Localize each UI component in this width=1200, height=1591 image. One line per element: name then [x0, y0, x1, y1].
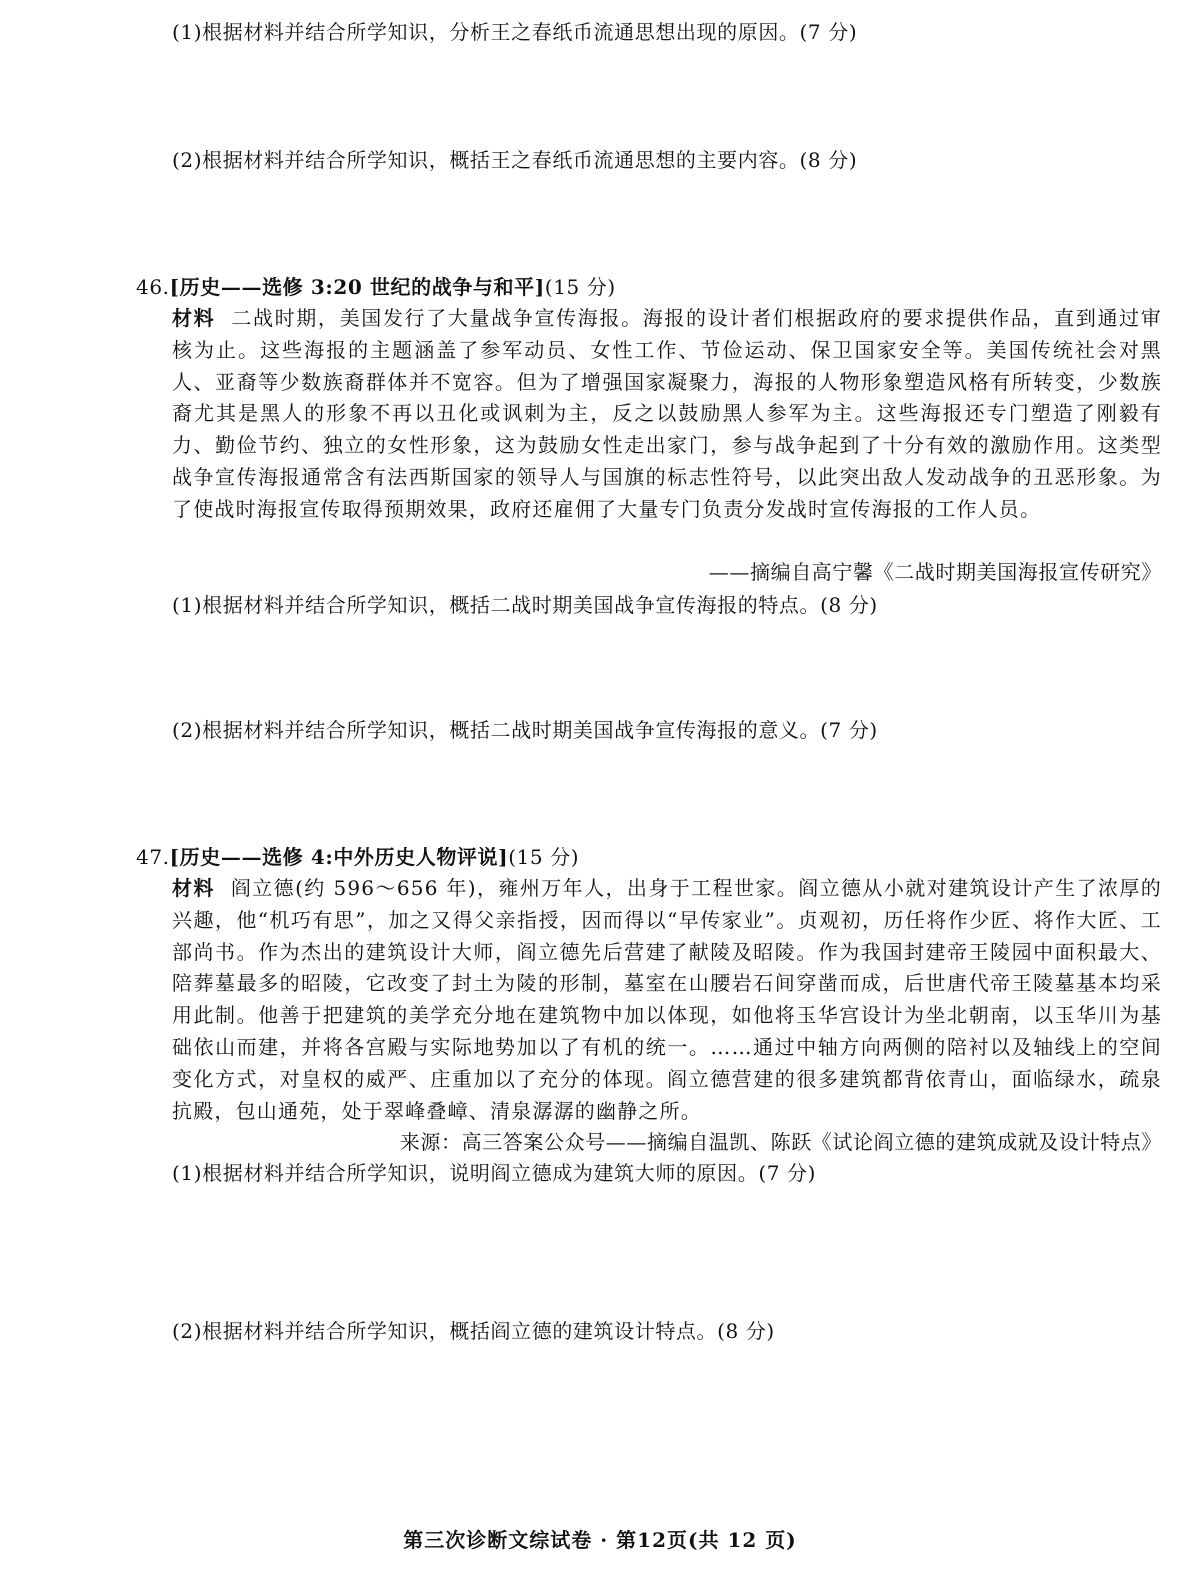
q47-header [136, 840, 579, 874]
q46-heading: [历史——选修 3:20 世纪的战争与和平] [169, 275, 545, 299]
q46-number: 46. [136, 275, 170, 299]
q46-score: (15 分) [544, 275, 616, 299]
q45-sub2: (2)根据材料并结合所学知识，概括王之春纸币流通思想的主要内容。(8 分) [172, 148, 858, 172]
q47-heading: [历史——选修 4:中外历史人物评说] [169, 845, 509, 869]
q46-sub1: (1)根据材料并结合所学知识，概括二战时期美国战争宣传海报的特点。(8 分) [172, 593, 878, 617]
q46-material-text: 二战时期，美国发行了大量战争宣传海报。海报的设计者们根据政府的要求提供作品，直到通过审核为止。这些海报的主题涵盖了参军动员、女性工作、节俭运动、保卫国家安全等。美国传统社会对黑人、亚裔等少数族裔群体并不宽容。但为了增强国家凝聚力，海报的人物形象塑造风格有所转变，少数族裔尤其是黑人的形象不再以丑化或讽刺为主，反之以鼓励黑人参军为主。这些海报还专门塑造了刚毅有力、勤俭节约、独立的女性形象，这为鼓励女性走出家门，参与战争起到了十分有效的激励作用。这类型战争宣传海报通常含有法西斯国家的领导人与国旗的标志性符号，以此突出敌人发动战争的丑恶形象。为了使战时海报宣传取得预期效果，政府还雇佣了大量专门负责分发战时宣传海报的工作人员。 [172, 306, 1162, 521]
q46-source: ——摘编自高宁馨《二战时期美国海报宣传研究》 [708, 560, 1162, 584]
q47-material-text: 阎立德(约 596～656 年)，雍州万年人，出身于工程世家。阎立德从小就对建筑设计产生了浓厚的兴趣，他“机巧有思”，加之又得父亲指授，因而得以“早传家业”。贞观初，历任将作少匠、将作大匠、工部尚书。作为杰出的建筑设计大师，阎立德先后营建了献陵及昭陵。作为我国封建帝王陵园中面积最大、陪葬墓最多的昭陵，它改变了封土为陵的形制，墓室在山腰岩石间穿凿而成，后世唐代帝王陵墓基本均采用此制。他善于把建筑的美学充分地在建筑物中加以体现，如他将玉华宫设计为坐北朝南，以玉华川为基础依山而建，并将各宫殿与实际地势加以了有机的统一。……通过中轴方向两侧的陪衬以及轴线上的空间变化方式，对皇权的威严、庄重加以了充分的体现。阎立德营建的很多建筑都背依青山，面临绿水，疏泉抗殿，包山通苑，处于翠峰叠嶂、清泉潺潺的幽静之所。 [172, 876, 1162, 1123]
q47-score: (15 分) [508, 845, 580, 869]
q47-material [172, 873, 1162, 1127]
q45-sub1: (1)根据材料并结合所学知识，分析王之春纸币流通思想出现的原因。(7 分) [172, 20, 858, 44]
q47-number: 47. [136, 845, 170, 869]
q46-material-label: 材料 [172, 306, 216, 330]
q46-sub2: (2)根据材料并结合所学知识，概括二战时期美国战争宣传海报的意义。(7 分) [172, 718, 878, 742]
page-footer: 第三次诊断文综试卷 · 第12页(共 12 页) [403, 1528, 797, 1552]
q47-sub2: (2)根据材料并结合所学知识，概括阎立德的建筑设计特点。(8 分) [172, 1319, 775, 1343]
q47-source: 来源：高三答案公众号——摘编自温凯、陈跃《试论阎立德的建筑成就及设计特点》 [399, 1130, 1162, 1154]
q46-header [136, 270, 616, 304]
q46-material [172, 303, 1162, 526]
q47-sub1: (1)根据材料并结合所学知识，说明阎立德成为建筑大师的原因。(7 分) [172, 1161, 817, 1185]
q47-material-label: 材料 [172, 876, 215, 900]
